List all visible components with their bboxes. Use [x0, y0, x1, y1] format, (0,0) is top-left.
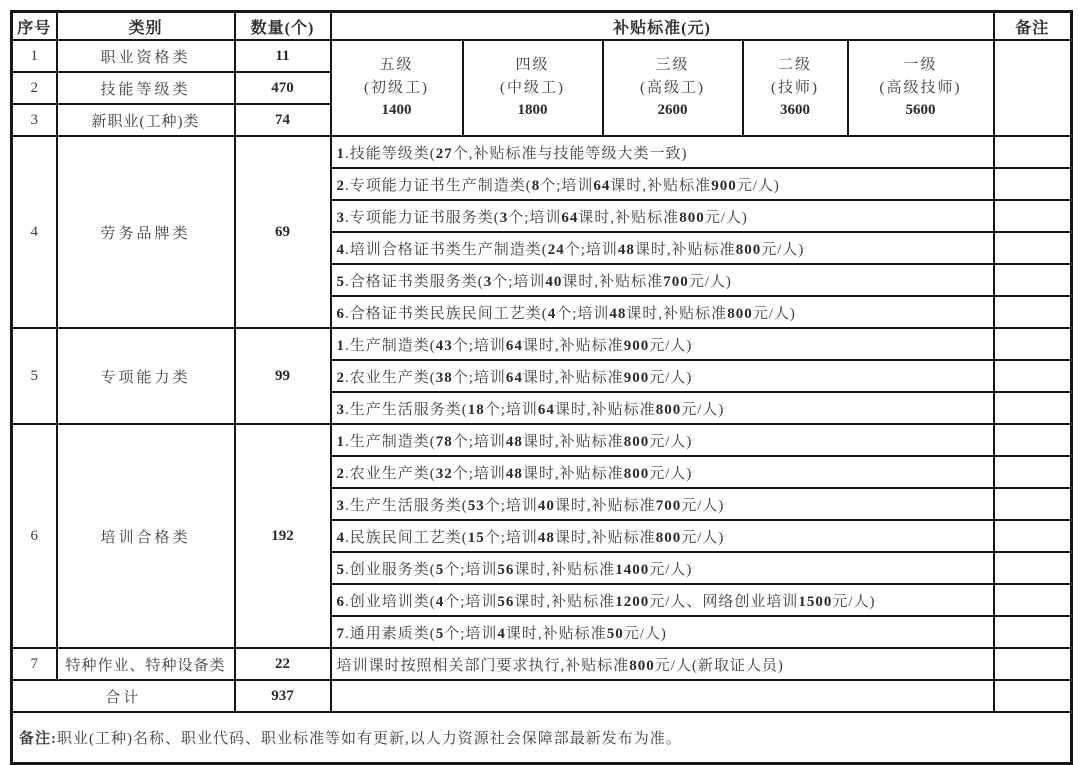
level-name: 五级 — [379, 57, 414, 74]
remark-cell — [994, 40, 1072, 136]
remark-cell — [994, 648, 1072, 680]
footnote-text: 职业(工种)名称、职业代码、职业标准等如有更新,以人力资源社会保障部最新发布为准。 — [57, 731, 682, 747]
subsidy-item: 2.专项能力证书生产制造类(8个;培训64课时,补贴标准900元/人) — [331, 168, 994, 200]
subsidy-item: 培训课时按照相关部门要求执行,补贴标准800元/人(新取证人员) — [331, 648, 994, 680]
table-header-row — [12, 12, 1072, 41]
remark-cell — [994, 264, 1072, 296]
remark-cell — [994, 168, 1072, 200]
subsidy-item: 2.农业生产类(32个;培训48课时,补贴标准800元/人) — [331, 456, 994, 488]
table-row — [12, 40, 1072, 72]
row-no: 4 — [12, 136, 57, 328]
level-subname: (技师) — [771, 79, 819, 96]
remark-cell — [994, 552, 1072, 584]
level-cell-1 — [848, 40, 994, 136]
level-subname: (初级工) — [364, 79, 429, 96]
row-quantity: 192 — [235, 424, 331, 648]
row-no: 2 — [12, 72, 57, 104]
remark-cell — [994, 424, 1072, 456]
subsidy-item: 5.合格证书类服务类(3个;培训40课时,补贴标准700元/人) — [331, 264, 994, 296]
level-name: 二级 — [777, 57, 812, 74]
row-quantity: 470 — [235, 72, 331, 104]
subsidy-item: 6.创业培训类(4个;培训56课时,补贴标准1200元/人、网络创业培训1500元/人) — [331, 584, 994, 616]
remark-cell — [994, 456, 1072, 488]
level-cell-2 — [743, 40, 848, 136]
subsidy-item: 6.合格证书类民族民间工艺类(4个;培训48课时,补贴标准800元/人) — [331, 296, 994, 328]
subsidy-item: 3.生产生活服务类(18个;培训64课时,补贴标准800元/人) — [331, 392, 994, 424]
level-amount: 1800 — [517, 102, 548, 119]
level-name: 四级 — [515, 57, 550, 74]
level-amount: 2600 — [657, 102, 688, 119]
remark-cell — [994, 136, 1072, 168]
row-category: 新职业(工种)类 — [57, 104, 235, 136]
remark-cell — [994, 488, 1072, 520]
footnote-row — [12, 712, 1072, 764]
remark-cell — [994, 392, 1072, 424]
subsidy-item: 1.生产制造类(78个;培训48课时,补贴标准800元/人) — [331, 424, 994, 456]
subsidy-item: 1.技能等级类(27个,补贴标准与技能等级大类一致) — [331, 136, 994, 168]
level-amount: 1400 — [381, 102, 412, 119]
total-row — [12, 680, 1072, 712]
row-no: 7 — [12, 648, 57, 680]
subsidy-standard-table — [10, 10, 1073, 765]
row-category: 专项能力类 — [57, 328, 235, 424]
subsidy-item: 7.通用素质类(5个;培训4课时,补贴标准50元/人) — [331, 616, 994, 648]
subsidy-item: 4.民族民间工艺类(15个;培训48课时,补贴标准800元/人) — [331, 520, 994, 552]
remark-cell — [994, 232, 1072, 264]
row-quantity: 74 — [235, 104, 331, 136]
table-row — [12, 328, 1072, 360]
col-header-subsidy: 补贴标准(元) — [331, 12, 994, 41]
level-subname: (中级工) — [500, 79, 565, 96]
level-subname: (高级技师) — [879, 79, 962, 96]
table-row — [12, 424, 1072, 456]
total-value: 937 — [235, 680, 331, 712]
footnote-label: 备注: — [19, 731, 57, 747]
row-category: 技能等级类 — [57, 72, 235, 104]
row-category: 劳务品牌类 — [57, 136, 235, 328]
total-subsidy-cell — [331, 680, 994, 712]
row-no: 1 — [12, 40, 57, 72]
footnote-cell — [12, 712, 1072, 764]
subsidy-item: 2.农业生产类(38个;培训64课时,补贴标准900元/人) — [331, 360, 994, 392]
level-name: 一级 — [903, 57, 938, 74]
total-label: 合计 — [12, 680, 235, 712]
remark-cell — [994, 296, 1072, 328]
remark-cell — [994, 584, 1072, 616]
remark-cell — [994, 520, 1072, 552]
col-header-quantity: 数量(个) — [235, 12, 331, 41]
level-cell-5 — [331, 40, 463, 136]
table-row — [12, 648, 1072, 680]
level-amount: 3600 — [780, 102, 810, 119]
level-name: 三级 — [655, 57, 690, 74]
subsidy-item: 5.创业服务类(5个;培训56课时,补贴标准1400元/人) — [331, 552, 994, 584]
remark-cell — [994, 680, 1072, 712]
col-header-category: 类别 — [57, 12, 235, 41]
row-no: 5 — [12, 328, 57, 424]
subsidy-item: 4.培训合格证书类生产制造类(24个;培训48课时,补贴标准800元/人) — [331, 232, 994, 264]
subsidy-item: 3.专项能力证书服务类(3个;培训64课时,补贴标准800元/人) — [331, 200, 994, 232]
row-category: 培训合格类 — [57, 424, 235, 648]
col-header-no: 序号 — [12, 12, 57, 41]
row-category: 职业资格类 — [57, 40, 235, 72]
remark-cell — [994, 360, 1072, 392]
row-category: 特种作业、特种设备类 — [57, 648, 235, 680]
level-cell-3 — [603, 40, 743, 136]
subsidy-item: 3.生产生活服务类(53个;培训40课时,补贴标准700元/人) — [331, 488, 994, 520]
col-header-remark: 备注 — [994, 12, 1072, 41]
remark-cell — [994, 616, 1072, 648]
row-quantity: 11 — [235, 40, 331, 72]
row-quantity: 22 — [235, 648, 331, 680]
level-amount: 5600 — [905, 102, 936, 119]
row-quantity: 99 — [235, 328, 331, 424]
subsidy-item: 1.生产制造类(43个;培训64课时,补贴标准900元/人) — [331, 328, 994, 360]
remark-cell — [994, 328, 1072, 360]
table-row — [12, 136, 1072, 168]
level-cell-4 — [463, 40, 603, 136]
row-no: 6 — [12, 424, 57, 648]
level-subname: (高级工) — [640, 79, 705, 96]
remark-cell — [994, 200, 1072, 232]
row-no: 3 — [12, 104, 57, 136]
row-quantity: 69 — [235, 136, 331, 328]
